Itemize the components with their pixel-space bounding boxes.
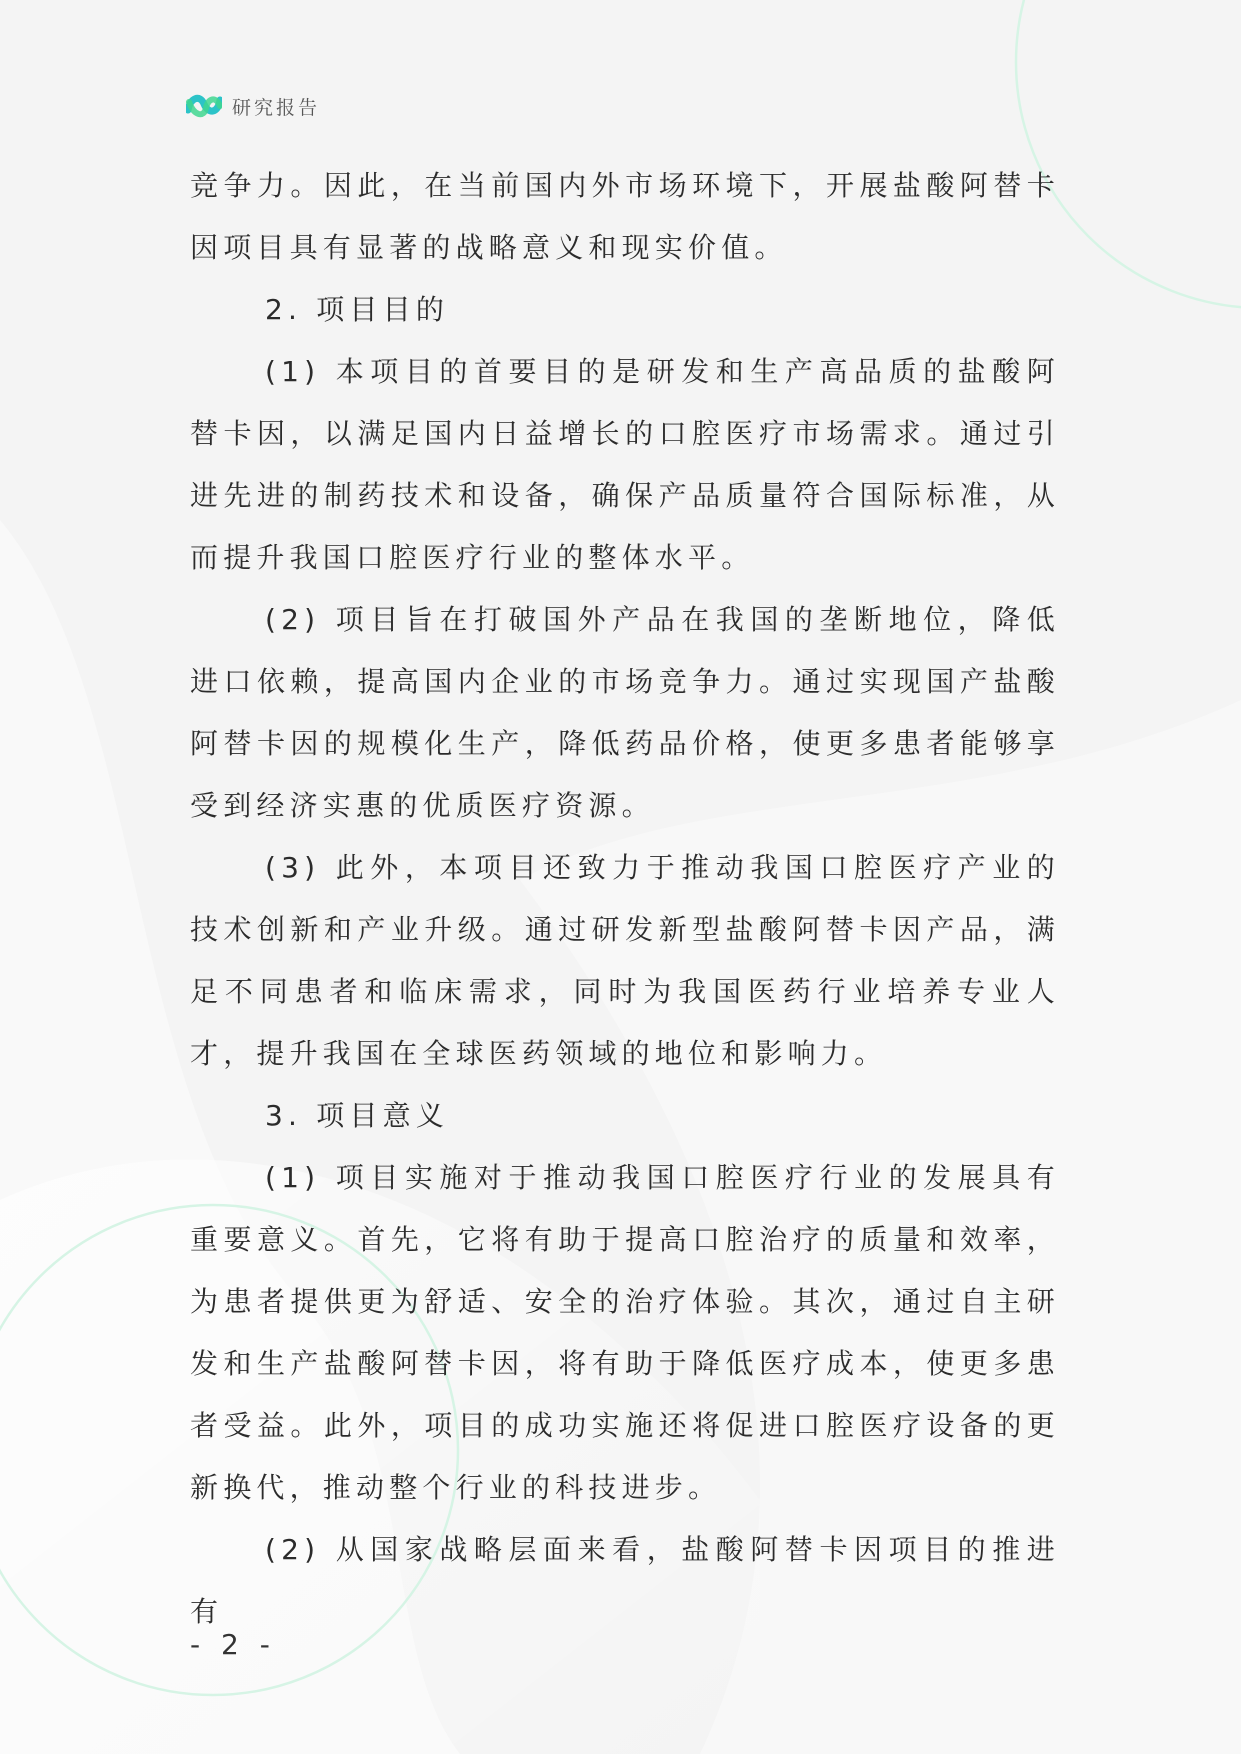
page-number: - 2 - bbox=[190, 1628, 276, 1661]
section-heading-project-purpose: 2. 项目目的 bbox=[265, 293, 450, 326]
paragraph-significance-2: (2) 从国家战略层面来看，盐酸阿替卡因项目的推进有 bbox=[190, 1533, 1060, 1628]
paragraph-intro-continuation: 竞争力。因此，在当前国内外市场环境下，开展盐酸阿替卡因项目具有显著的战略意义和现实价值。 bbox=[190, 169, 1060, 264]
document-body bbox=[190, 155, 1060, 1643]
paragraph-significance-1: (1) 项目实施对于推动我国口腔医疗行业的发展具有重要意义。首先，它将有助于提高口腔治疗的质量和效率，为患者提供更为舒适、安全的治疗体验。其次，通过自主研发和生产盐酸阿替卡因，将有助于降低医疗成本，使更多患者受益。此外，项目的成功实施还将促进口腔医疗设备的更新换代，推动整个行业的科技进步。 bbox=[190, 1161, 1060, 1504]
paragraph-purpose-2: (2) 项目旨在打破国外产品在我国的垄断地位，降低进口依赖，提高国内企业的市场竞争力。通过实现国产盐酸阿替卡因的规模化生产，降低药品价格，使更多患者能够享受到经济实惠的优质医疗资源。 bbox=[190, 603, 1060, 822]
section-heading-project-significance: 3. 项目意义 bbox=[265, 1099, 450, 1132]
report-header bbox=[186, 86, 320, 126]
paragraph-purpose-1: (1) 本项目的首要目的是研发和生产高品质的盐酸阿替卡因，以满足国内日益增长的口腔医疗市场需求。通过引进先进的制药技术和设备，确保产品质量符合国际标准，从而提升我国口腔医疗行业的整体水平。 bbox=[190, 355, 1060, 574]
green-swirl-logo-icon bbox=[186, 90, 222, 122]
paragraph-purpose-3: (3) 此外，本项目还致力于推动我国口腔医疗产业的技术创新和产业升级。通过研发新型盐酸阿替卡因产品，满足不同患者和临床需求，同时为我国医药行业培养专业人才，提升我国在全球医药领域的地位和影响力。 bbox=[190, 851, 1060, 1070]
header-title: 研究报告 bbox=[232, 96, 321, 119]
